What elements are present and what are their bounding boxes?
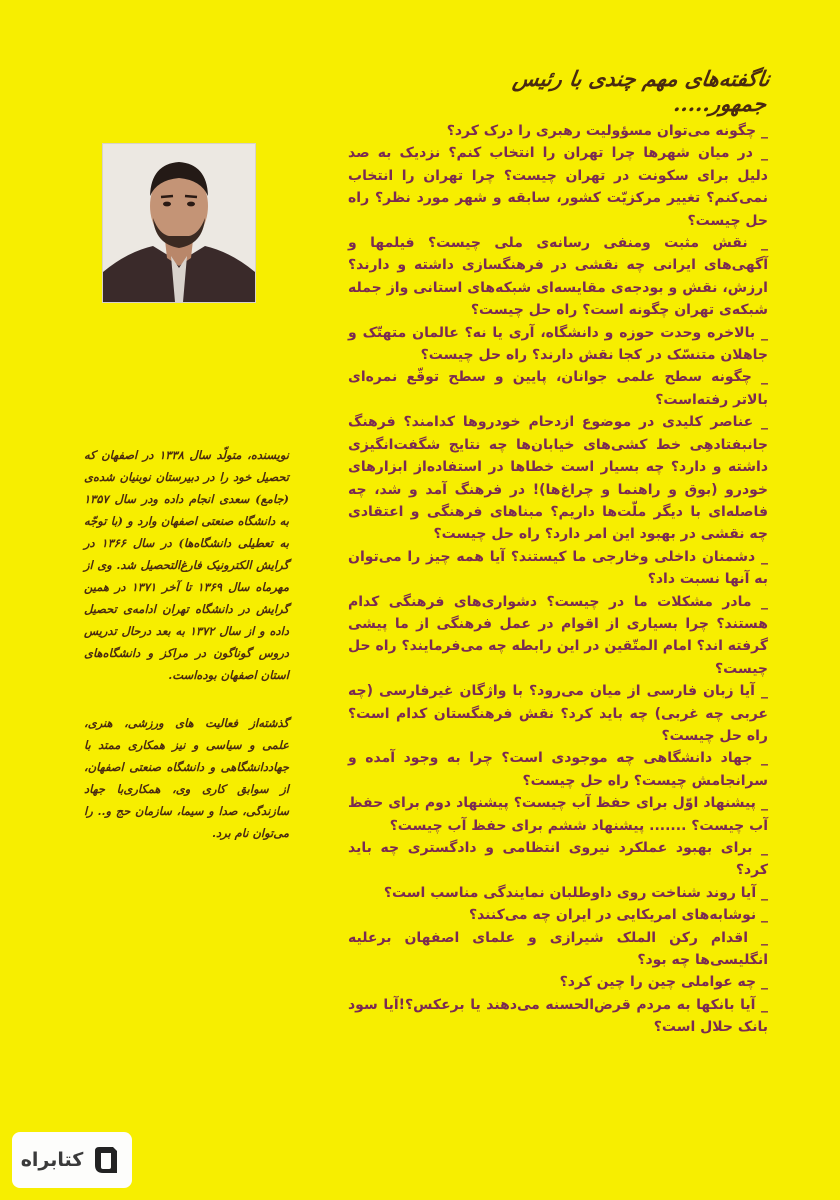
question-paragraph: _ چه عواملی چین را چین کرد؟ xyxy=(559,974,768,991)
question-paragraph: _ عناصر کلیدی در موضوع ازدحام خودروها کدامند؟ فرهنگ جانبفتادهِی خط کشی‌های خیابان‌ها چه نتایج شگفت‌انگیزی داشته و دارد؟ چه بسیار است خطاها در استفاده‌از ابزارهای خودرو (بوق و راهنما و چراغ‌ها)! در فرهنگ آمد و شد، چه فاصله‌ای با دیگر ملّت‌ها داریم؟ مبناهای فرهنگی و اعتقادی چه نقشی در بهبود این امر دارد؟ راه حل چیست؟ xyxy=(348,414,768,543)
ketabrah-logo-text: کتابراه xyxy=(20,1149,84,1171)
question-paragraph: _ بالاخره وحدت حوزه و دانشگاه، آری یا نه؟ عالمان متهتّک و جاهلان متنسّک در کجا نقش دارند؟ راه حل چیست؟ xyxy=(348,324,768,364)
question-paragraph: _ آیا زبان فارسی از میان می‌رود؟ با واژگان غیرفارسی (چه عربی چه غربی) چه باید کرد؟ نقش فرهنگستان کدام است؟ راه حل چیست؟ xyxy=(348,683,768,744)
question-paragraph: _ چگونه می‌توان مسؤولیت رهبری را درک کرد؟ xyxy=(446,123,768,139)
author-photo xyxy=(102,143,256,303)
question-paragraph: _ آیا روند شناخت روی داوطلبان نمایندگی مناسب است؟ xyxy=(383,884,768,901)
question-paragraph: _ نقش مثبت ومنفی رسانه‌ی ملی چیست؟ فیلمها و آگهی‌های ایرانی چه نقشی در فرهنگسازی داشته و دارند؟ ارزش، نقش و بودجه‌ی مقایسه‌ای شبکه‌های استانی واز جمله شبکه‌ی تهران چگونه است؟ راه حل چیست؟ xyxy=(348,235,768,319)
question-paragraph: _ دشمنان داخلی وخارجی ما کیستند؟ آیا همه چیز را می‌توان به آنها نسبت داد؟ xyxy=(348,548,768,588)
question-paragraph: _ آیا بانکها به مردم قرض‌الحسنه می‌دهند یا برعکس؟!آیا سود بانک حلال است؟ xyxy=(348,996,768,1036)
questions-column xyxy=(348,120,768,1039)
question-paragraph: _ برای بهبود عملکرد نیروی انتظامی و دادگستری چه باید کرد؟ xyxy=(348,840,768,879)
author-portrait-image xyxy=(103,144,255,302)
question-paragraph: _ نوشابه‌های امریکایی در ایران چه می‌کنند؟ xyxy=(468,907,768,924)
bio-paragraph: گذشته‌از فعالیت های ورزشی، هنری، علمی و سیاسی و نیز همکاری ممتد با جهاددانشگاهی و دانشگاه صنعتی اصفهان، از سوابق کاری وی، همکاری‌با جهاد سازندگی، صدا و سیما، سازمان حج و.. را می‌توان نام برد. xyxy=(84,716,289,840)
bio-paragraph: نویسنده، متولّد سال ۱۳۳۸ در اصفهان که تحصیل خود را در دبیرستان نوبنیان شده‌ی (جامع) سعدی انجام داده ودر سال ۱۳۵۷ به دانشگاه صنعتی اصفهان وارد و (با توجّه به تعطیلی دانشگاه‌ها) در سال ۱۳۶۶ در گرایش الکترونیک فارغ‌التحصیل شد. وی از مهرماه سال ۱۳۶۹ تا آخر ۱۳۷۱ در همین گرایش در دانشگاه تهران ادامه‌ی تحصیل داده و از سال ۱۳۷۲ به بعد درحال تدریس دروس گوناگون در مراکز و دانشگاه‌های استان اصفهان بوده‌است. xyxy=(84,448,290,682)
question-paragraph: _ مادر مشکلات ما در چیست؟ دشواری‌های فرهنگی کدام هستند؟ چرا بسیاری از اقوام در عمل فرهنگی از ما پیشی گرفته اند؟ امام المتّقین در این رابطه چه می‌فرمایند؟ راه حل چیست؟ xyxy=(348,593,768,677)
question-paragraph: _ چگونه سطح علمی جوانان، پایین و سطح توقّع نمره‌ای بالاتر رفته‌است؟ xyxy=(348,369,768,408)
page-heading: ناگفته‌های مهم چندی با رئیس جمهور..... xyxy=(511,66,772,116)
question-paragraph: _ در میان شهرها چرا تهران را انتخاب کنم؟ نزدیک به صد دلیل برای سکونت در تهران چیست؟ چرا تهران را انتخاب نمی‌کنم؟ تغییر مرکزیّت کشور، سابقه و شهر مورد نظر؟ راه حل چیست؟ xyxy=(348,145,768,229)
ketabrah-logo xyxy=(12,1132,132,1188)
author-bio xyxy=(84,444,289,870)
question-paragraph: _ پیشنهاد اوّل برای حفظ آب چیست؟ پیشنهاد دوم برای حفظ آب چیست؟ ....... پیشنهاد ششم برای حفظ آب چیست؟ xyxy=(348,795,768,834)
question-paragraph: _ جهاد دانشگاهی چه موجودی است؟ چرا به وجود آمده و سرانجامش چیست؟ راه حل چیست؟ xyxy=(348,750,768,789)
ketabrah-logo-icon xyxy=(89,1143,123,1177)
question-paragraph: _ اقدام رکن الملک شیرازی و علمای اصفهان برعلیه انگلیسی‌ها چه بود؟ xyxy=(348,929,768,969)
